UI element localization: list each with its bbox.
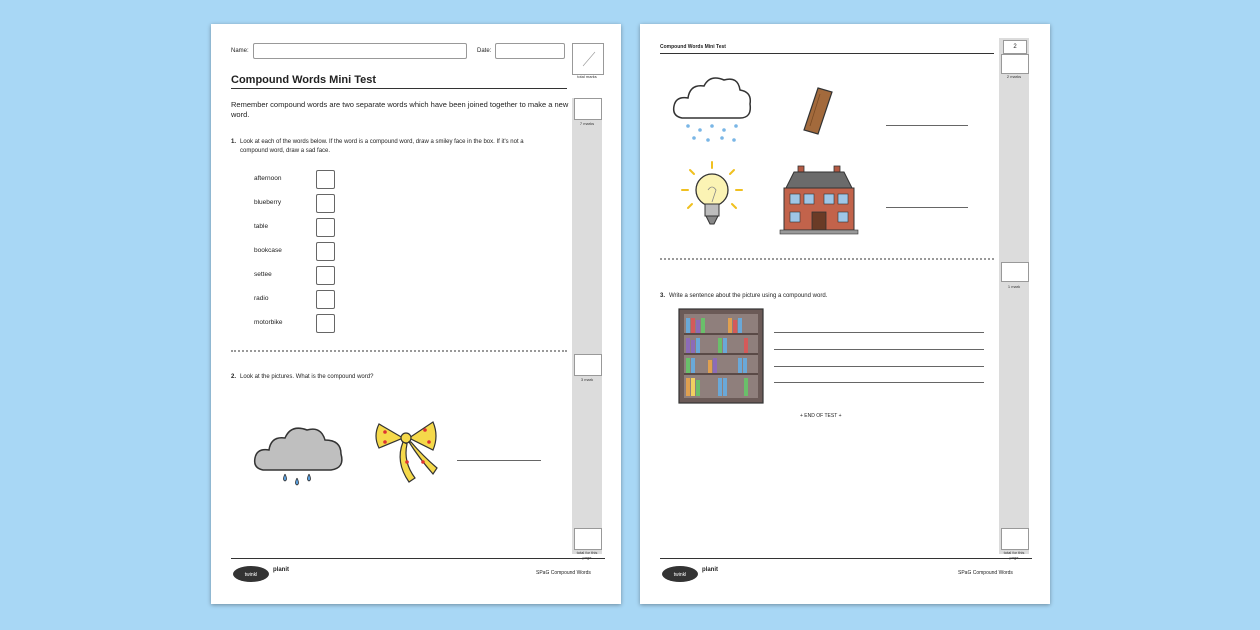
answer-line[interactable] xyxy=(886,125,968,126)
wooden-plank-icon xyxy=(798,84,838,138)
sentence-line[interactable] xyxy=(774,366,984,367)
total-marks-box[interactable] xyxy=(572,43,604,75)
svg-text:twinkl: twinkl xyxy=(244,572,258,578)
date-label: Date: xyxy=(477,48,492,54)
section-divider xyxy=(231,350,567,352)
worksheet-page-2 xyxy=(640,24,1050,604)
header-divider xyxy=(660,53,994,54)
footer-logo-text: planit xyxy=(702,567,718,573)
answer-box[interactable] xyxy=(316,194,335,213)
slash-icon xyxy=(573,44,603,74)
q3-marks-box[interactable] xyxy=(1001,262,1029,282)
sentence-line[interactable] xyxy=(774,332,984,333)
answer-box[interactable] xyxy=(316,242,335,261)
divider xyxy=(231,88,567,89)
answer-box[interactable] xyxy=(316,290,335,309)
q3-text: Write a sentence about the picture using a compound word. xyxy=(669,293,828,299)
q1-marks-label: 7 marks xyxy=(579,121,595,126)
bookcase-icon xyxy=(678,308,764,404)
total-marks-label: total marks xyxy=(577,74,597,79)
footer-divider xyxy=(231,558,605,559)
q2-number: 2. xyxy=(231,374,237,380)
end-of-test: + END OF TEST + xyxy=(800,413,842,419)
q1-number: 1. xyxy=(231,139,237,145)
light-bulb-icon xyxy=(680,160,744,236)
word-item: radio xyxy=(254,295,269,302)
top-marks-box[interactable]: 2 xyxy=(1003,40,1027,54)
footer-logo-text: planit xyxy=(273,567,289,573)
answer-line[interactable] xyxy=(457,460,541,461)
sentence-line[interactable] xyxy=(774,349,984,350)
q1-text: Look at each of the words below. If the word is a compound word, draw a smiley face in the box. If it's not a compound word, draw a sad face. xyxy=(240,139,524,154)
q3-number: 3. xyxy=(660,293,666,299)
word-item: bookcase xyxy=(254,247,282,254)
word-item: table xyxy=(254,223,269,230)
footer-subject: SPaG Compound Words xyxy=(536,570,591,576)
q2-marks-box[interactable] xyxy=(574,354,602,376)
q1-marks-box[interactable] xyxy=(574,98,602,120)
planit-logo-icon xyxy=(231,564,271,584)
page-total-label: total for this xyxy=(576,550,598,555)
page-total-box[interactable] xyxy=(574,528,602,550)
footer-subject: SPaG Compound Words xyxy=(958,570,1013,576)
word-item: settee xyxy=(254,271,272,278)
q2-marks-label: 3 mark xyxy=(580,377,594,382)
house-icon xyxy=(776,162,860,236)
word-item: afternoon xyxy=(254,175,282,182)
date-field[interactable] xyxy=(495,43,565,59)
marks-column xyxy=(999,38,1029,554)
svg-text:twinkl: twinkl xyxy=(673,572,687,578)
page-title: Compound Words Mini Test xyxy=(231,74,377,86)
answer-box[interactable] xyxy=(316,314,335,333)
page-header: Compound Words Mini Test xyxy=(660,44,726,50)
answer-line[interactable] xyxy=(886,207,968,208)
section-divider xyxy=(660,258,994,260)
sentence-line[interactable] xyxy=(774,382,984,383)
answer-box[interactable] xyxy=(316,218,335,237)
q2-text: Look at the pictures. What is the compound word? xyxy=(240,374,374,380)
q3-marks-label: 1 mark xyxy=(1007,284,1021,289)
bow-icon xyxy=(373,418,439,490)
intro-text: Remember compound words are two separate words which have been joined together to make a new word. xyxy=(231,100,569,119)
q2-marks-label: 2 marks xyxy=(1006,74,1022,79)
name-field[interactable] xyxy=(253,43,467,59)
page-total-box[interactable] xyxy=(1001,528,1029,550)
word-item: motorbike xyxy=(254,319,283,326)
answer-box[interactable] xyxy=(316,266,335,285)
page-total-label: total for this xyxy=(1003,550,1025,555)
footer-divider xyxy=(660,558,1032,559)
word-item: blueberry xyxy=(254,199,282,206)
snow-cloud-icon xyxy=(672,74,752,146)
name-label: Name: xyxy=(231,48,249,54)
worksheet-page-1 xyxy=(211,24,621,604)
marks-column xyxy=(572,98,602,554)
q2-marks-box[interactable] xyxy=(1001,54,1029,74)
planit-logo-icon xyxy=(660,564,700,584)
rain-cloud-icon xyxy=(251,418,347,490)
answer-box[interactable] xyxy=(316,170,335,189)
